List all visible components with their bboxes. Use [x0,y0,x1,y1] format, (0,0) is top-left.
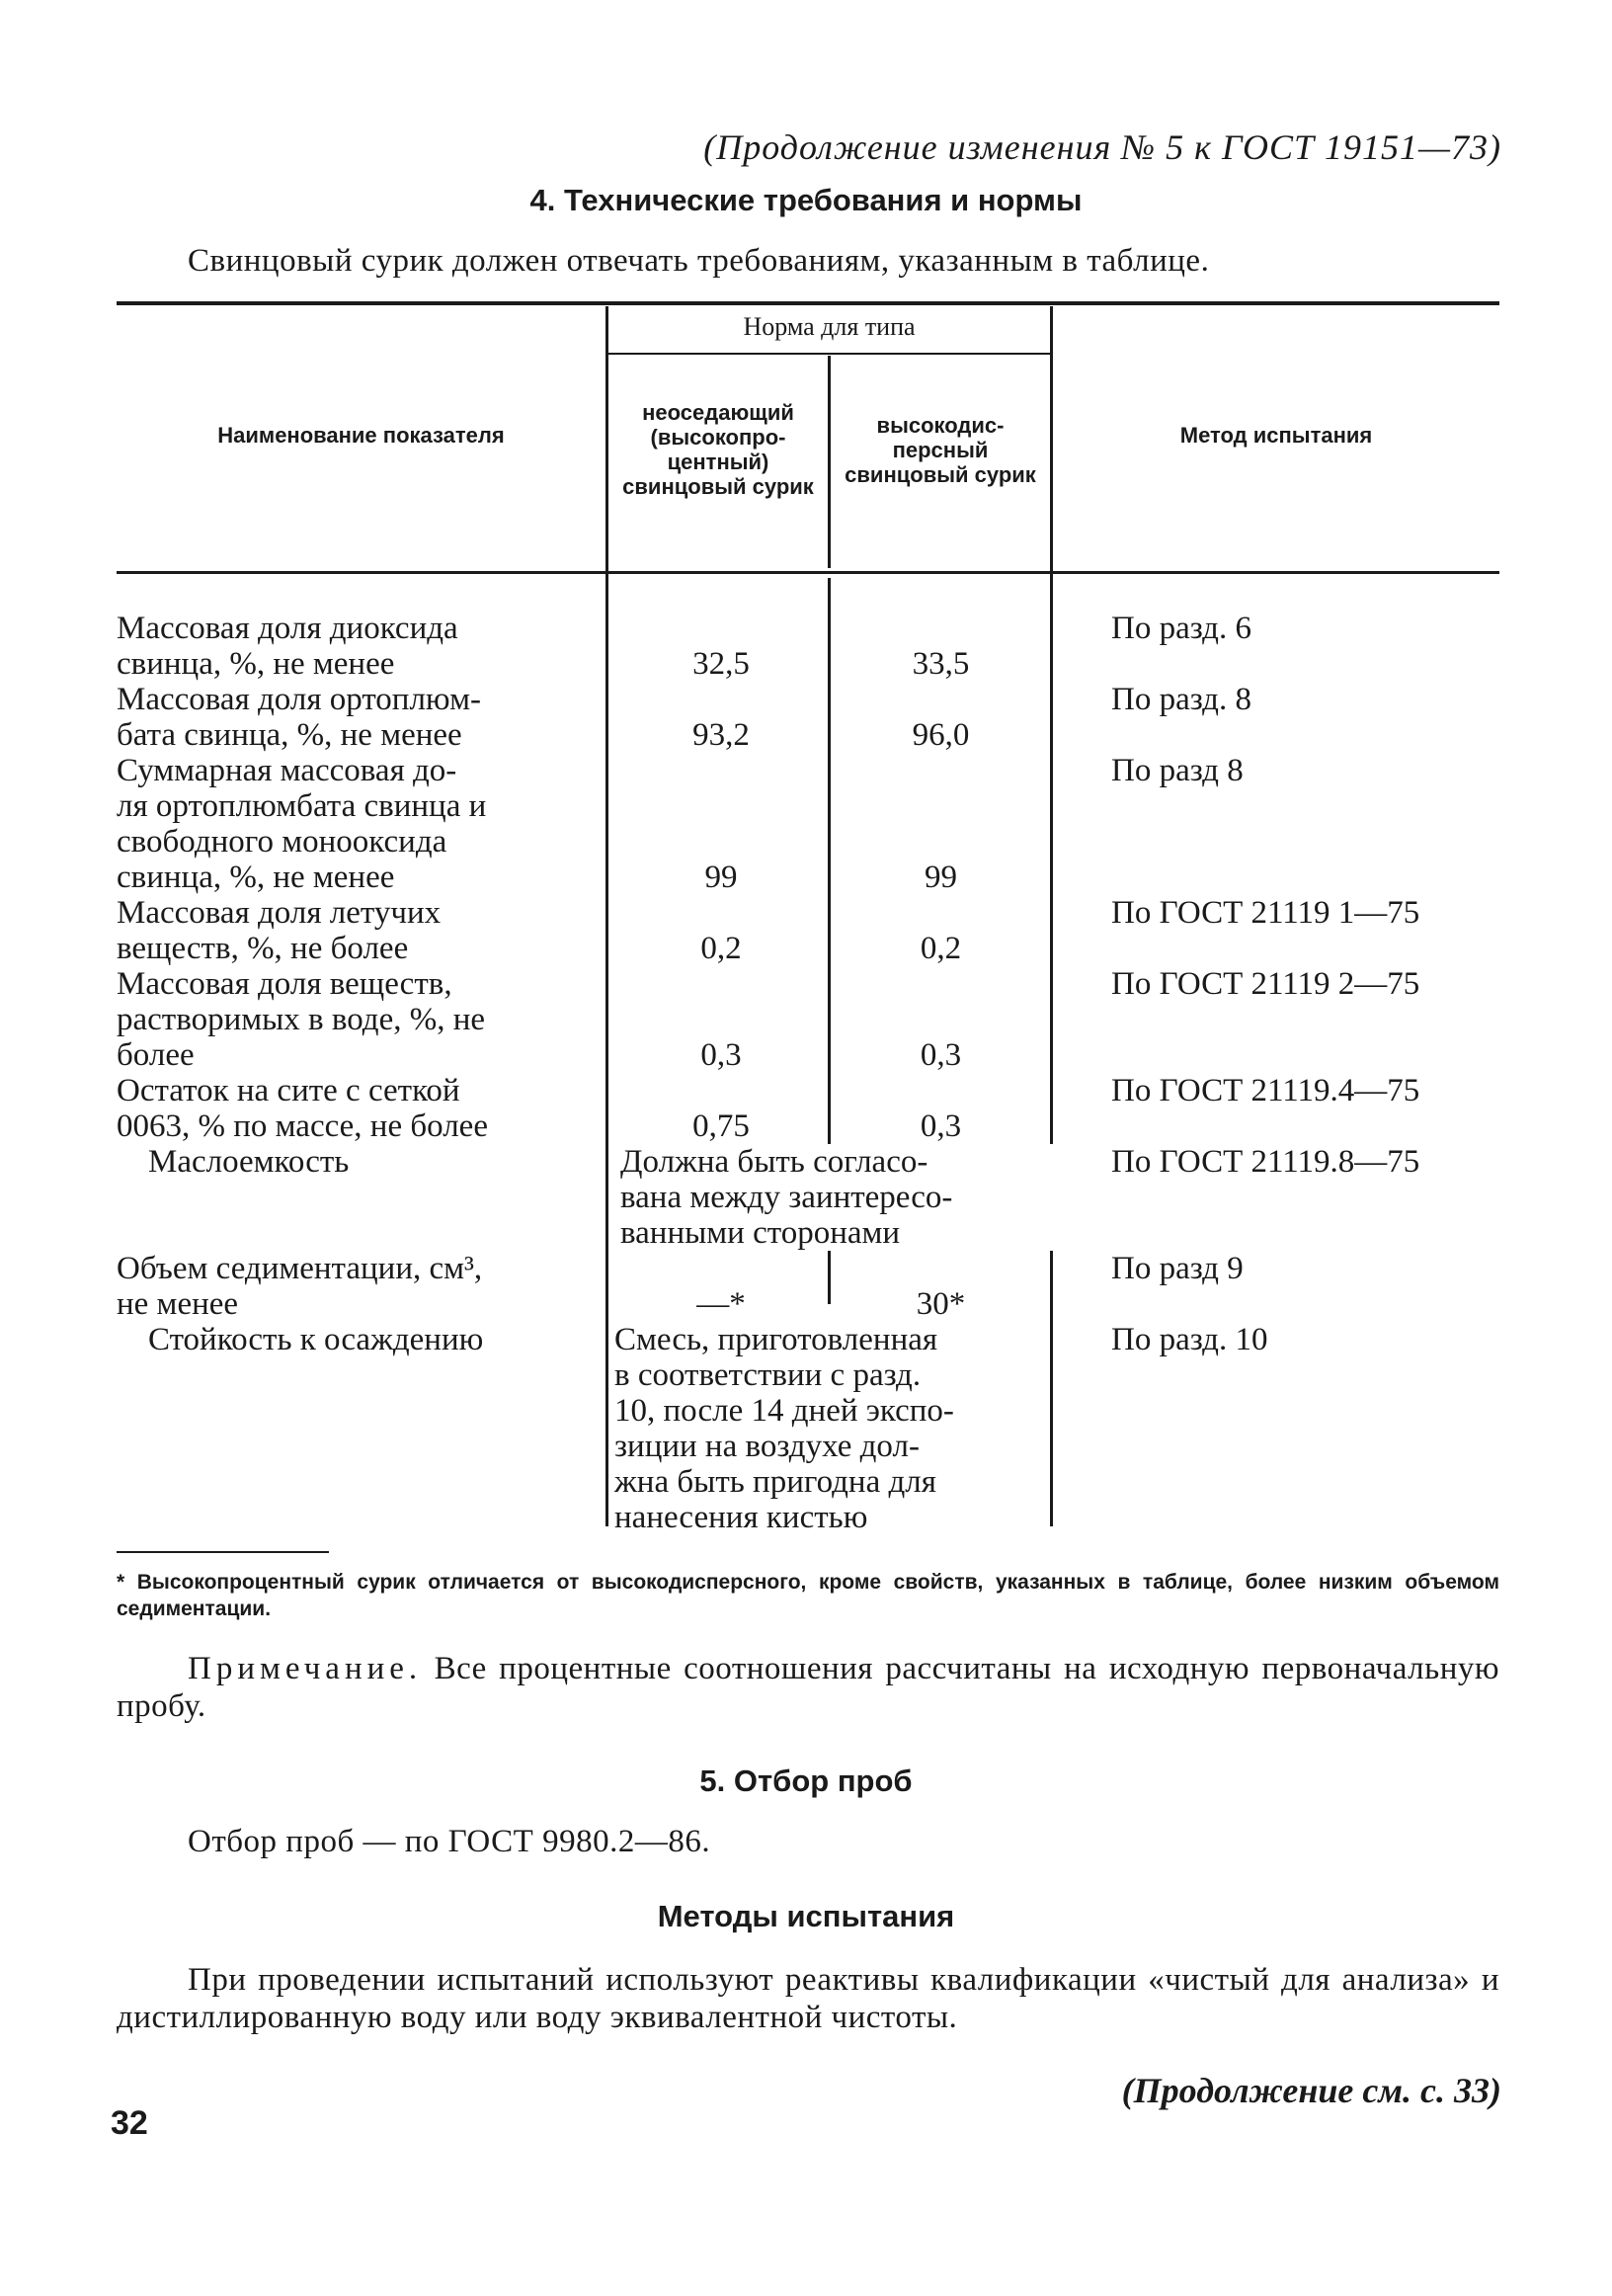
row-5-value-1: 0,3 [700,1037,742,1073]
section-5-text: Отбор проб — по ГОСТ 9980.2—86. [188,1824,711,1859]
footnote: * Высокопроцентный сурик отличается от высокодисперсного, кроме свойств, указанных в таблице, более низким объемом седиментации. [117,1571,1499,1620]
section-4-intro: Свинцовый сурик должен отвечать требованиям, указанным в таблице. [188,243,1210,279]
row-7-name: Маслоемкость [148,1144,350,1180]
note-text: Все процентные соотношения рассчитаны на исходную первоначальную пробу. [117,1651,1500,1724]
header-type-2: высокодис-персный свинцовый сурик [845,413,1036,487]
row-3-value-1: 99 [704,860,738,895]
methods-title: Методы испытания [657,1899,955,1933]
row-3-name: Суммарная массовая до- ля ортоплюмбата свинца и свободного монооксида свинца, %, не менее [117,753,487,895]
table-vline-3 [1050,306,1053,1526]
row-9-span-value: Смесь, приготовленная в соответствии с разд. 10, после 14 дней экспо- зиции на воздухе дол- жна быть пригодна для нанесения кистью [614,1322,954,1535]
row-6-value-1: 0,75 [692,1108,750,1144]
row-4-value-1: 0,2 [700,931,742,966]
row-8-value-2: 30* [916,1286,966,1322]
row-5-name: Массовая доля веществ, растворимых в воде, %, не более [117,966,486,1073]
row-3-value-2: 99 [925,860,957,895]
row-2-value-2: 96,0 [912,717,970,753]
table-top-rule [117,301,1499,305]
row-9-method: По разд. 10 [1111,1322,1268,1357]
row-8-name: Объем седиментации, см³, не менее [117,1251,483,1322]
note-label: Примечание. [188,1651,423,1686]
row-7-method: По ГОСТ 21119.8—75 [1111,1144,1420,1180]
row-1-value-1: 32,5 [692,646,750,682]
row-8-method: По разд 9 [1111,1251,1244,1286]
row-3-method: По разд 8 [1111,753,1244,788]
row-1-method: По разд. 6 [1111,611,1251,646]
header-indicator-name: Наименование показателя [217,423,505,448]
table-header-rule [117,571,1499,574]
section-4-title: 4. Технические требования и нормы [529,183,1083,217]
header-method: Метод испытания [1179,423,1373,448]
row-9-name: Стойкость к осаждению [148,1322,484,1357]
row-1-name: Массовая доля диоксида свинца, %, не менее [117,611,458,682]
methods-text: При проведении испытаний используют реактивы квалификации «чистый для анализа» и дистиллированную воду или воду эквивалентной чистоты. [117,1962,1499,2035]
continuation-footer: (Продолжение см. с. 33) [1121,2071,1501,2110]
row-1-value-2: 33,5 [912,646,970,682]
row-5-value-2: 0,3 [920,1037,962,1073]
row-5-method: По ГОСТ 21119 2—75 [1111,966,1420,1002]
norm-subheader-rule [608,353,1050,355]
row-6-method: По ГОСТ 21119.4—75 [1111,1073,1420,1108]
page-number: 32 [111,2104,148,2142]
row-6-name: Остаток на сите с сеткой 0063, % по массе, не более [117,1073,488,1144]
row-2-value-1: 93,2 [692,717,750,753]
row-2-method: По разд. 8 [1111,682,1251,717]
row-4-value-2: 0,2 [920,931,962,966]
note [117,1650,1499,1725]
row-4-method: По ГОСТ 21119 1—75 [1111,895,1420,931]
row-8-value-1: —* [696,1286,746,1322]
footnote-rule [117,1551,329,1553]
row-2-name: Массовая доля ортоплюм- бата свинца, %, не менее [117,682,482,753]
header-type-1: неоседающий (высокопро-центный) свинцовый сурик [622,400,814,499]
continuation-header: (Продолжение изменения № 5 к ГОСТ 19151—73) [703,127,1501,167]
header-norm: Норма для типа [743,312,916,341]
section-5-title: 5. Отбор проб [699,1763,913,1798]
row-6-value-2: 0,3 [920,1108,962,1144]
row-4-name: Массовая доля летучих веществ, %, не более [117,895,442,966]
row-7-span-value: Должна быть согласо- вана между заинтересо- ванными сторонами [614,1144,1055,1251]
